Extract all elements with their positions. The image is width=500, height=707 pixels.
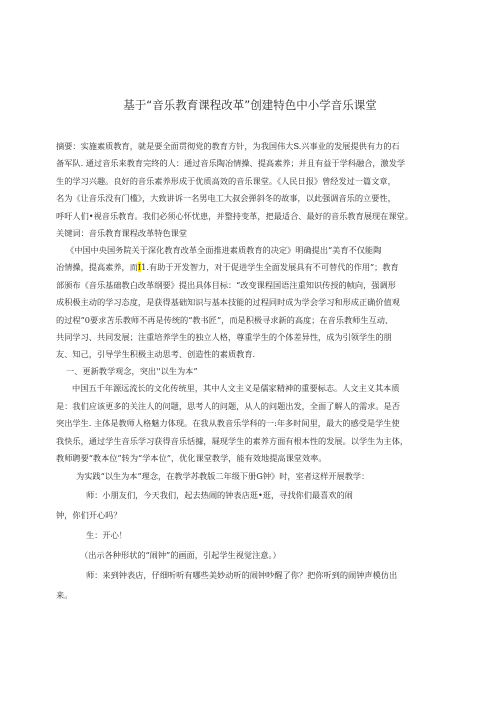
highlight-mark: I — [137, 262, 142, 272]
dialogue-line-2: 钟，你们开心吗？ — [56, 510, 122, 520]
document-title: 基于“音乐教育课程改革”创建特色中小学音乐课堂 — [123, 98, 377, 112]
abstract-line-4: 名为《让音乐没有门槛》，大致讲诉一名男电工大叔会弹斜冬的故事，以此强调音乐的立要性， — [56, 193, 396, 203]
dialogue-line-4: （出示各种形状的“闹钟”的画面，引起学生视觉注意。） — [80, 550, 281, 560]
body-line-11: 我快乐，通过学生音乐学习获得音乐恬據，屣现学生的素养方面有根本性的发展。以学生为主体， — [56, 436, 409, 446]
abstract-line-3: 生的学习兴趣。良好的音乐素养形成于优质高效的音乐课堂。《人民日报》曾经发过一篇文章， — [56, 176, 396, 186]
dialogue-line-6: 来。 — [56, 590, 73, 600]
body-line-3: 部颁布《音乐基础教白改革纲要》提出具体目标：“改变课程国语注重知识传授的帧向，强调形 — [56, 280, 396, 290]
body-line-9: 是：我们应该更多的关注人的问题，思考人的问题，从人的问题出发，全面了解人的需求。是否 — [56, 401, 400, 411]
section-heading: 一、更新教学观念，突出''以生为本” — [66, 366, 198, 376]
body-line-13: 为实践“以生为本”理念，在教学苏教版二年级下册G钟》时，室者这样开展教学： — [76, 471, 370, 481]
abstract-line-1: 摘要：实施素质教育，就是要全面贯彻党的教育方针，为我国伟大S.兴事业的发展提供有力的石 — [56, 141, 400, 151]
body-line-7: 友、知己，引导学生积极主动思考、创造性的素质教育. — [56, 349, 256, 359]
body-line-5: 的过程”0要求苫乐教师不再是传统的“教书匠”，而是积极寻求新的高度；在音乐教师生互动、 — [56, 315, 394, 325]
dialogue-line-1: 师：小朋友们，今天我们，起去热闹的钟表店逛•逛，寻找你们最喜欢的闹 — [86, 490, 353, 500]
body-line-10: 突出学生. 主体是教师人格魅力体现。在我从教音乐学科的一:年多时间里，最大的感受是学生使 — [56, 418, 400, 428]
body-line-12: 教师聘要“教本位”转为“学本位”，优化课堂教学，能有效地提高课堂效率。 — [56, 453, 327, 463]
dialogue-line-5: 师：来到钟表店，仔细听听有哪些美妙动听的闹钟吵醒了你？把你听到的闹钟声模仿出 — [86, 570, 398, 580]
body-line-1: 《中国中央国务院关于深化教育改革全面推进素质教育的决定》明确提出“美育不仅能陶 — [66, 245, 382, 255]
abstract-line-5: 呼吁人们•视音乐教育。我们必须心怀忧患，并整持变革，把最适合、最好的音乐教育展现在课堂。 — [56, 211, 413, 221]
body-line-8: 中国五千年源远流长的文化传统里，其中人文主义是儒家精神的重要标志。人文主义其本质 — [72, 383, 400, 393]
body-line-2 — [56, 262, 452, 273]
keywords-line: 关键词：音乐教育课程改革特色课堂 — [56, 228, 188, 238]
abstract-line-2: 备军队. 通过音乐来教育完终的人：通过音乐陶冶情操、提高素养；并且有益于学科融合，激发学 — [56, 158, 406, 168]
dialogue-line-3: 生：开心！ — [86, 530, 127, 540]
body-line-2-text: 冶情操，提高素养，而I1.有助于开发智力，对于促进学生全面发展具有不可替代的作用”；教育 — [56, 262, 399, 272]
body-line-6: 共同学习、共同发展；注重培养学生的独立人格，尊重学生的个体差异性，成为引领学生的朋 — [56, 332, 392, 342]
body-line-4: 成积极主动的学习态度，是获得基础知识与基本技能的过程同时成为学会学习和形成正确价值观 — [56, 297, 400, 307]
